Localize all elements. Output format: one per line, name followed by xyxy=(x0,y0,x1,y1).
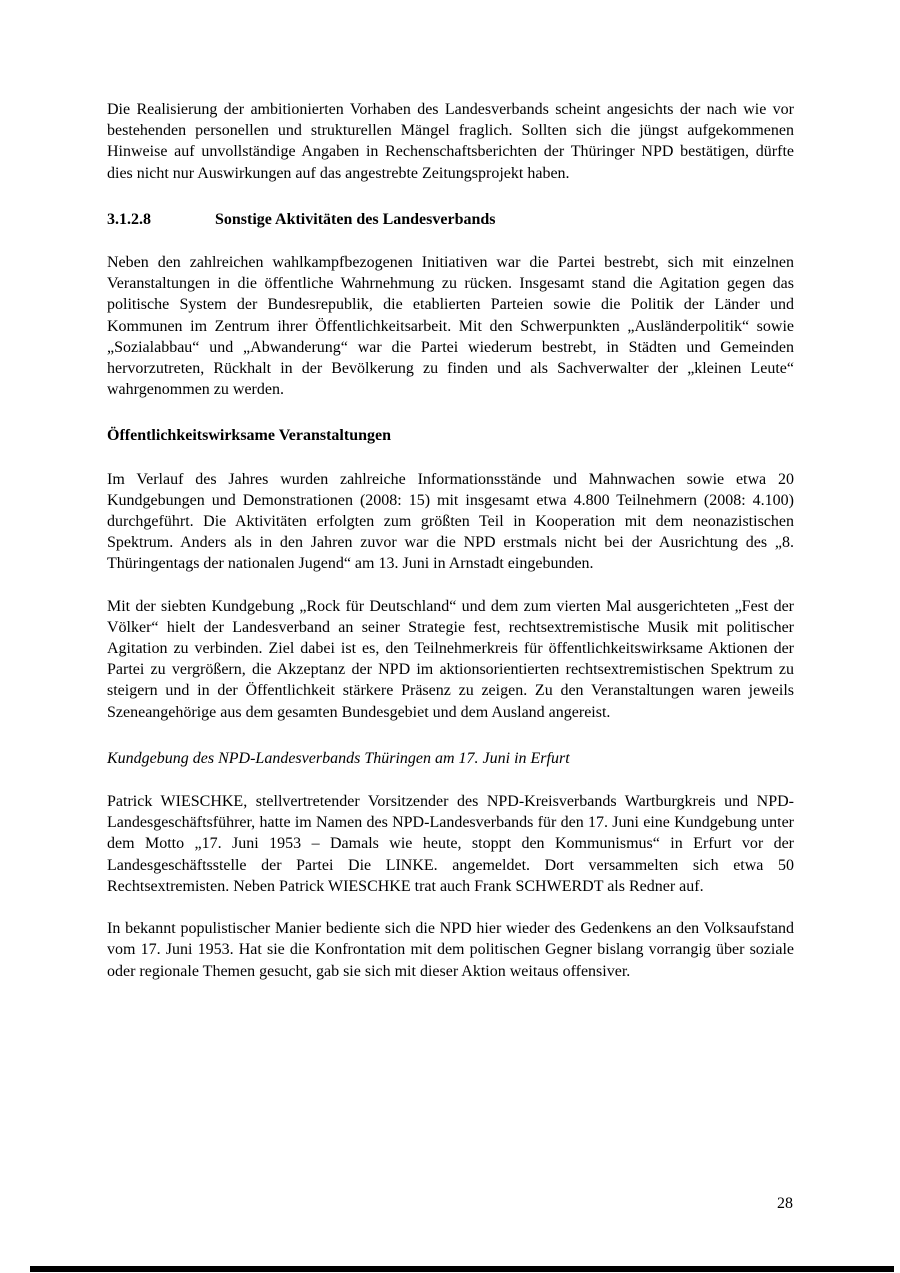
subheading-public-events: Öffentlichkeitswirksame Veranstaltungen xyxy=(107,427,391,445)
paragraph-events-strategy: Mit der siebten Kundgebung „Rock für Deutschland“ und dem zum vierten Mal ausgerichteten „Fest der Völker“ hielt der Landesverband an seiner Strategie fest, rechtsextremistische Musik mit politischer Agitation zu verbinden. Ziel dabei ist es, den Teilnehmerkreis für öffentlichkeitswirksame Aktionen der Partei zu vergrößern, die Akzeptanz der NPD im aktionsorientierten rechtsextremistischen Spektrum zu steigern und in der Öffentlichkeit stärkere Präsenz zu zeigen. Zu den Veranstaltungen waren jeweils Szeneangehörige aus dem gesamten Bundesgebiet und dem Ausland angereist. xyxy=(107,597,794,721)
section-number: 3.1.2.8 xyxy=(107,210,151,228)
page-body-text xyxy=(107,99,794,1003)
page-number: 28 xyxy=(777,1195,793,1212)
paragraph-rally-details: Patrick WIESCHKE, stellvertretender Vorsitzender des NPD-Kreisverbands Wartburgkreis und NPD-Landesgeschäftsführer, hatte im Namen des NPD-Landesverbands für den 17. Juni eine Kundgebung unter dem Motto „17. Juni 1953 – Damals wie heute, stoppt den Kommunismus“ in Erfurt vor der Landesgeschäftsstelle der Partei Die LINKE. angemeldet. Dort versammelten sich etwa 50 Rechtsextremisten. Neben Patrick WIESCHKE trat auch Frank SCHWERDT als Redner auf. xyxy=(107,793,794,895)
section-heading xyxy=(107,209,794,230)
paragraph-rally-commentary: In bekannt populistischer Manier bediente sich die NPD hier wieder des Gedenkens an den Volksaufstand vom 17. Juni 1953. Hat sie die Konfrontation mit dem politischen Gegner bislang vorrangig über soziale oder regionale Themen gesucht, gab sie sich mit dieser Aktion weitaus offensiver. xyxy=(107,920,794,980)
paragraph-events-overview: Im Verlauf des Jahres wurden zahlreiche Informationsstände und Mahnwachen sowie etwa 20 Kundgebungen und Demonstrationen (2008: 15) mit insgesamt etwa 4.800 Teilnehmern (2008: 4.100) durchgeführt. Die Aktivitäten erfolgten zum größten Teil in Kooperation mit dem neonazistischen Spektrum. Anders als in den Jahren zuvor war die NPD erstmals nicht bei der Ausrichtung des „8. Thüringentags der nationalen Jugend“ am 13. Juni in Arnstadt eingebunden. xyxy=(107,470,794,573)
section-title: Sonstige Aktivitäten des Landesverbands xyxy=(215,210,496,228)
scan-edge-artifact xyxy=(30,1266,894,1272)
paragraph-intro: Die Realisierung der ambitionierten Vorhaben des Landesverbands scheint angesichts der nach wie vor bestehenden personellen und strukturellen Mängel fraglich. Sollten sich die jüngst aufgekommenen Hinweise auf unvollständige Angaben in Rechenschaftsberichten der Thüringer NPD bestätigen, dürfte dies nicht nur Auswirkungen auf das angestrebte Zeitungsprojekt haben. xyxy=(107,101,794,182)
paragraph-activities: Neben den zahlreichen wahlkampfbezogenen Initiativen war die Partei bestrebt, sich mit einzelnen Veranstaltungen in die öffentliche Wahrnehmung zu rücken. Insgesamt stand die Agitation gegen das politische System der Bundesrepublik, die etablierten Parteien sowie die Politik der Länder und Kommunen im Zentrum ihrer Öffentlichkeitsarbeit. Mit den Schwerpunkten „Ausländerpolitik“ sowie „Sozialabbau“ und „Abwanderung“ war die Partei wiederum bestrebt, in Städten und Gemeinden hervorzutreten, Rückhalt in der Bevölkerung zu finden und als Sachverwalter der „kleinen Leute“ wahrgenommen zu werden. xyxy=(107,254,794,399)
subheading-rally-erfurt: Kundgebung des NPD-Landesverbands Thüringen am 17. Juni in Erfurt xyxy=(107,749,570,767)
